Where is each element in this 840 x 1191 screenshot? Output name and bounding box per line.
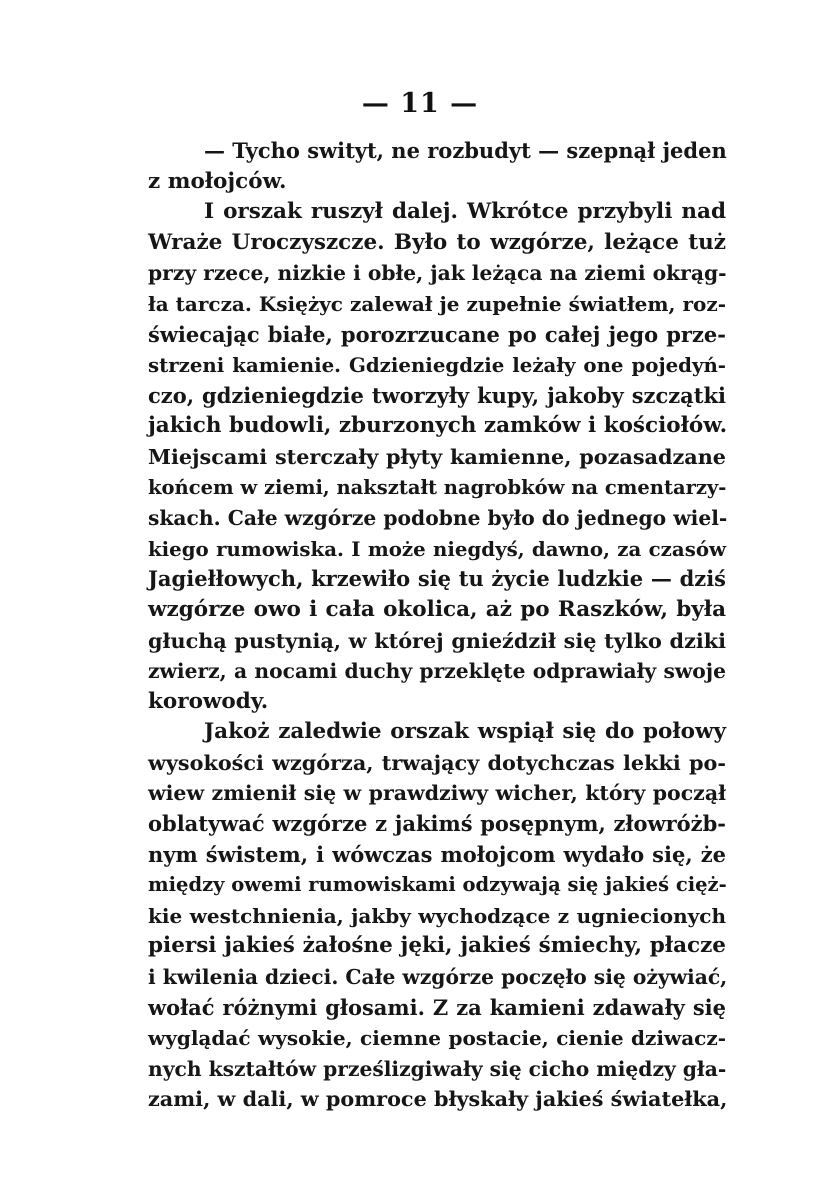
text-line: i kwilenia dzieci. Całe wzgórze poczęło się ożywiać, (148, 965, 728, 990)
text-line: wzgórze owo i cała okolica, aż po Raszków, była (148, 596, 726, 622)
text-line: zwierz, a nocami duchy przeklęte odprawiały swoje (148, 659, 726, 684)
text-line: skach. Całe wzgórze podobne było do jednego wiel- (148, 506, 728, 531)
text-line: czo, gdzieniegdzie tworzyły kupy, jakoby szczątki (148, 382, 726, 408)
text-line: I orszak ruszył dalej. Wkrótce przybyli nad (204, 199, 726, 225)
text-line: świecając białe, porozrzucane po całej jego prze- (148, 321, 726, 347)
paragraph-3 (148, 717, 726, 1115)
text-line: — Tycho swityt, ne rozbudyt — szepnął jeden (204, 138, 727, 163)
text-line: kie westchnienia, jakby wychodzące z ugniecionych (148, 903, 726, 928)
text-line: Wraże Uroczyszcze. Było to wzgórze, leżące tuż (148, 229, 726, 255)
text-line: kiego rumowiska. I może niegdyś, dawno, za czasów (148, 536, 726, 561)
text-line: Jakoż zaledwie orszak wspiął się do połowy (204, 719, 726, 745)
text-line: Miejscami sterczały płyty kamienne, pozasadzane (148, 444, 726, 469)
page-number: — 11 — (361, 88, 479, 119)
text-line: zami, w dali, w pomroce błyskały jakieś światełka, (148, 1087, 728, 1112)
text-line: przy rzece, nizkie i obłe, jak leżąca na ziemi okrąg- (148, 261, 727, 286)
text-line: głuchą pustynią, w której gnieździł się tylko dziki (148, 628, 726, 653)
text-line: z mołojców. (148, 168, 287, 194)
text-line: wiew zmienił się w prawdziwy wicher, który począł (148, 781, 726, 806)
text-line: wysokości wzgórza, trwający dotychczas lekki po- (148, 750, 726, 775)
text-line: nym świstem, i wówczas mołojcom wydało się, że (148, 841, 726, 867)
paragraph-1 (148, 136, 726, 197)
paragraph-2 (148, 197, 726, 717)
text-line: wyglądać wysokie, ciemne postacie, cienie dziwacz- (148, 1026, 726, 1051)
text-line: końcem w ziemi, nakształt nagrobków na cmentarzy- (148, 475, 727, 499)
text-line: między owemi rumowiskami odzywają się jakieś cięż- (148, 873, 727, 897)
text-line: korowody. (148, 688, 269, 714)
text-line: wołać różnymi głosami. Z za kamieni zdawały się (148, 994, 726, 1020)
text-line: jakich budowli, zburzonych zamków i kościołów. (148, 413, 728, 439)
text-line: oblatywać wzgórze z jakimś posępnym, złowróżb- (148, 811, 726, 837)
text-line: nych kształtów prześlizgiwały się cicho między gła- (148, 1056, 727, 1081)
body-text (148, 136, 726, 1115)
text-line: piersi jakieś żałośne jęki, jakieś śmiechy, płacze (148, 933, 726, 959)
text-line: Jagiełłowych, krzewiło się tu życie ludzkie — dziś (148, 566, 726, 592)
text-line: ła tarcza. Księżyc zalewał je zupełnie światłem, roz- (148, 291, 726, 316)
text-line: strzeni kamienie. Gdzieniegdzie leżały one pojedyń- (148, 353, 726, 378)
